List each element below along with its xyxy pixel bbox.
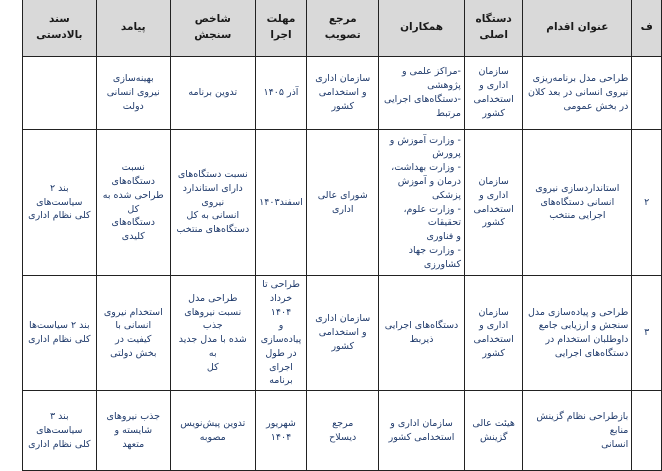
cell-main-agency: هیئت عالی گزینش [464,391,522,471]
header-action-title: عنوان اقدام [523,0,632,57]
cell-deadline: اسفند۱۴۰۳ [255,130,307,276]
action-plan-table [22,0,662,471]
header-row [23,0,662,57]
cell-number: ۲ [632,130,662,276]
cell-deadline: آذر ۱۴۰۵ [255,57,307,130]
table-row [23,57,662,130]
header-number: ف [632,0,662,57]
cell-approval-authority: سازمان اداری و استخدامی کشور [307,57,379,130]
cell-outcome: بهینه‌سازی نیروی انسانی دولت [96,57,170,130]
cell-upstream-document: بند ۲ سیاست‌های کلی نظام اداری [23,130,97,276]
cell-partners: -مراکز علمی و پژوهشی -دستگاه‌های اجرایی مرتبط [379,57,465,130]
cell-indicator: طراحی مدل نسبت نیروهای جذب شده با مدل جدید به کل [170,276,255,391]
cell-action-title: طراحی مدل برنامه‌ریزی نیروی انسانی در بعد کلان در بخش عمومی [523,57,632,130]
cell-action-title: بازطراحی نظام گزینش منابع انسانی [523,391,632,471]
cell-approval-authority: مرجع دیسلاح [307,391,379,471]
header-partners: همکاران [379,0,465,57]
cell-partners: دستگاه‌های اجرایی ذیربط [379,276,465,391]
cell-deadline: طراحی تا خرداد ۱۴۰۴ و پیاده‌سازی در طول اجرای برنامه [255,276,307,391]
cell-indicator: نسبت دستگاه‌های دارای استاندارد نیروی انسانی به کل دستگاه‌های منتخب [170,130,255,276]
cell-action-title: طراحی و پیاده‌سازی مدل سنجش و ارزیابی جامع داوطلبان استخدام در دستگاه‌های اجرایی [523,276,632,391]
header-indicator: شاخص سنجش [170,0,255,57]
cell-outcome: نسبت دستگاه‌های طراحی شده به کل دستگاه‌های کلیدی [96,130,170,276]
cell-number [632,391,662,471]
header-outcome: پیامد [96,0,170,57]
cell-approval-authority: سازمان اداری و استخدامی کشور [307,276,379,391]
header-main-agency: دستگاه اصلی [464,0,522,57]
cell-main-agency: سازمان اداری و استخدامی کشور [464,276,522,391]
cell-number: ۳ [632,276,662,391]
cell-partners: - وزارت آموزش و پرورش - وزارت بهداشت، درمان و آموزش پزشکی - وزارت علوم، تحقیقات و فناوری - وزارت جهاد کشاورزی [379,130,465,276]
cell-approval-authority: شورای عالی اداری [307,130,379,276]
cell-number [632,57,662,130]
cell-outcome: استخدام نیروی انسانی با کیفیت در بخش دولتی [96,276,170,391]
table-row [23,130,662,276]
header-upstream-document: سند بالادستی [23,0,97,57]
cell-indicator: تدوین برنامه [170,57,255,130]
cell-upstream-document [23,57,97,130]
table-row [23,276,662,391]
cell-indicator: تدوین پیش‌نویس مصوبه [170,391,255,471]
header-approval-authority: مرجع تصویب [307,0,379,57]
cell-outcome: جذب نیروهای شایسته و متعهد [96,391,170,471]
header-deadline: مهلت اجرا [255,0,307,57]
cell-main-agency: سازمان اداری و استخدامی کشور [464,57,522,130]
table-row [23,391,662,471]
cell-upstream-document: بند ۲ سیاست‌ها کلی نظام اداری [23,276,97,391]
cell-action-title: استانداردسازی نیروی انسانی دستگاه‌های اجرایی منتخب [523,130,632,276]
cell-deadline: شهریور ۱۴۰۴ [255,391,307,471]
cell-upstream-document: بند ۳ سیاست‌های کلی نظام اداری [23,391,97,471]
cell-main-agency: سازمان اداری و استخدامی کشور [464,130,522,276]
cell-partners: سازمان اداری و استخدامی کشور [379,391,465,471]
